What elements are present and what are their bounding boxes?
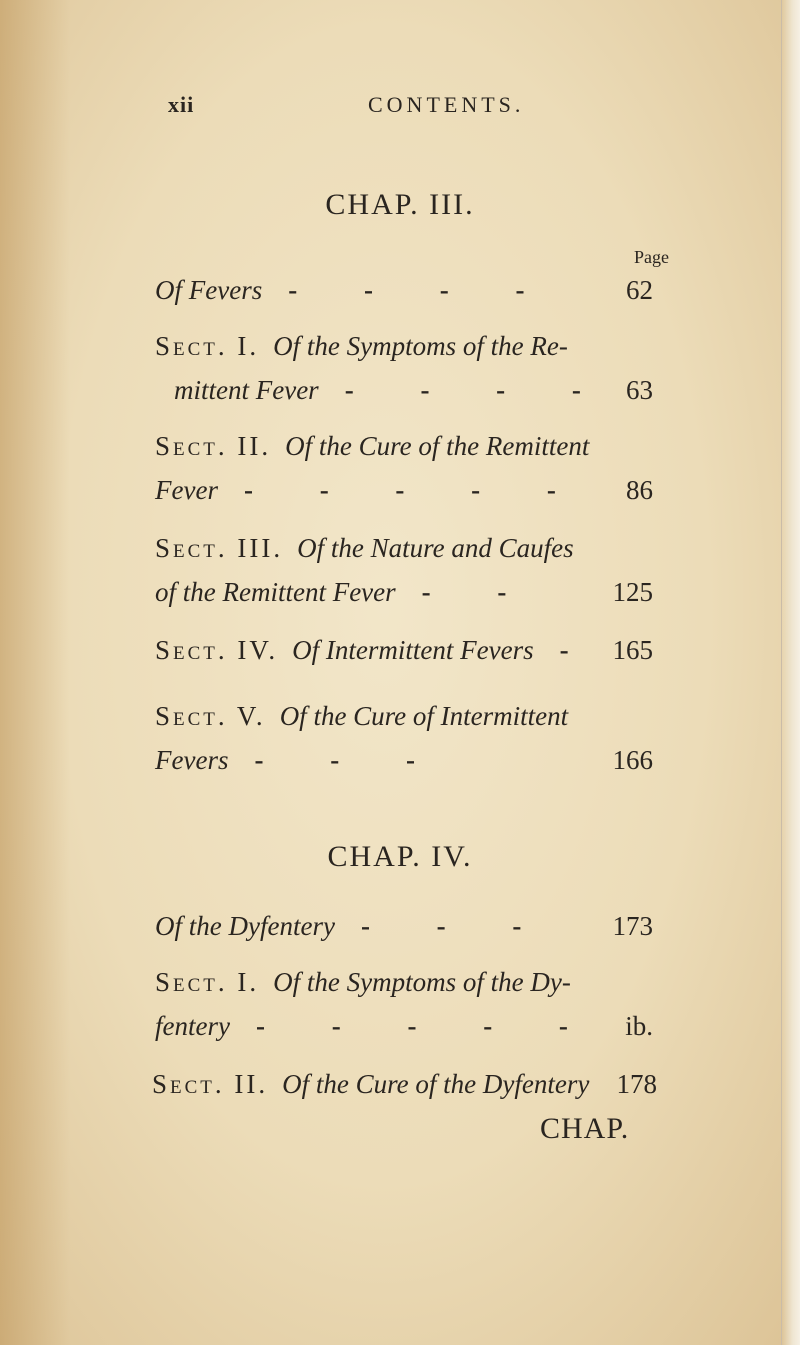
toc-entry-sect-3[interactable] — [155, 526, 653, 614]
entry-page: 165 — [612, 635, 653, 665]
entry-title-cont: Fever — [155, 475, 218, 505]
entry-title: Of the Symptoms of the Re- — [273, 331, 568, 361]
dot-leaders: - - - - - — [243, 475, 586, 505]
section-number: Sect. IV. — [155, 635, 279, 665]
entry-title-cont: mittent Fever — [174, 375, 319, 405]
toc-entry-dysentery-sect-1[interactable] — [155, 960, 653, 1048]
dot-leaders: - - - - - — [255, 1011, 598, 1041]
entry-page: 166 — [612, 745, 653, 775]
section-number: Sect. II. — [155, 431, 272, 461]
section-number: Sect. V. — [155, 701, 266, 731]
dot-leaders: - — [559, 635, 599, 665]
dot-leaders: - - - - — [288, 275, 555, 305]
entry-page: 125 — [612, 577, 653, 607]
dot-leaders: - - - - — [344, 375, 611, 405]
entry-page: 173 — [612, 911, 653, 941]
entry-page: 62 — [626, 275, 653, 305]
toc-entry-dysentery[interactable] — [155, 904, 653, 948]
entry-page: 86 — [626, 475, 653, 505]
toc-entry-sect-5[interactable] — [155, 694, 653, 782]
entry-page: 178 — [616, 1069, 657, 1099]
page-column-label: Page — [634, 247, 669, 267]
entry-title: Of the Symptoms of the Dy- — [273, 967, 571, 997]
entry-title-cont: of the Remittent Fever — [155, 577, 396, 607]
entry-title: Of the Dyfentery — [155, 911, 335, 941]
section-number: Sect. I. — [155, 331, 260, 361]
section-number: Sect. III. — [155, 533, 284, 563]
dot-leaders: - - — [421, 577, 537, 607]
page-number: xii — [168, 92, 195, 117]
toc-entry-fevers[interactable] — [155, 268, 653, 312]
toc-entry-sect-2[interactable] — [155, 424, 653, 512]
entry-title-cont: Fevers — [155, 745, 229, 775]
entry-page: 63 — [626, 375, 653, 405]
entry-title: Of the Cure of Intermittent — [279, 701, 569, 731]
entry-title: Of the Nature and Caufes — [297, 533, 574, 563]
chapter-heading-3: CHAP. III. — [325, 188, 475, 221]
running-head: CONTENTS. — [368, 92, 525, 117]
toc-entry-sect-1[interactable] — [155, 324, 653, 412]
entry-title: Of the Cure of the Dyfentery — [282, 1069, 590, 1099]
chapter-heading-4: CHAP. IV. — [327, 840, 473, 873]
dot-leaders: - - - — [254, 745, 445, 775]
page-header — [0, 92, 800, 132]
toc-entry-sect-4[interactable] — [155, 628, 653, 672]
toc-entry-dysentery-sect-2[interactable] — [152, 1062, 657, 1106]
section-number: Sect. II. — [152, 1069, 269, 1099]
entry-page: ib. — [625, 1011, 653, 1041]
entry-title-cont: fentery — [155, 1011, 230, 1041]
dot-leaders: - - - — [360, 911, 552, 941]
catchword: CHAP. — [540, 1112, 630, 1145]
section-number: Sect. I. — [155, 967, 260, 997]
entry-title: Of Intermittent Fevers — [292, 635, 534, 665]
entry-title: Of the Cure of the Remittent — [285, 431, 590, 461]
entry-title: Of Fevers — [155, 275, 263, 305]
